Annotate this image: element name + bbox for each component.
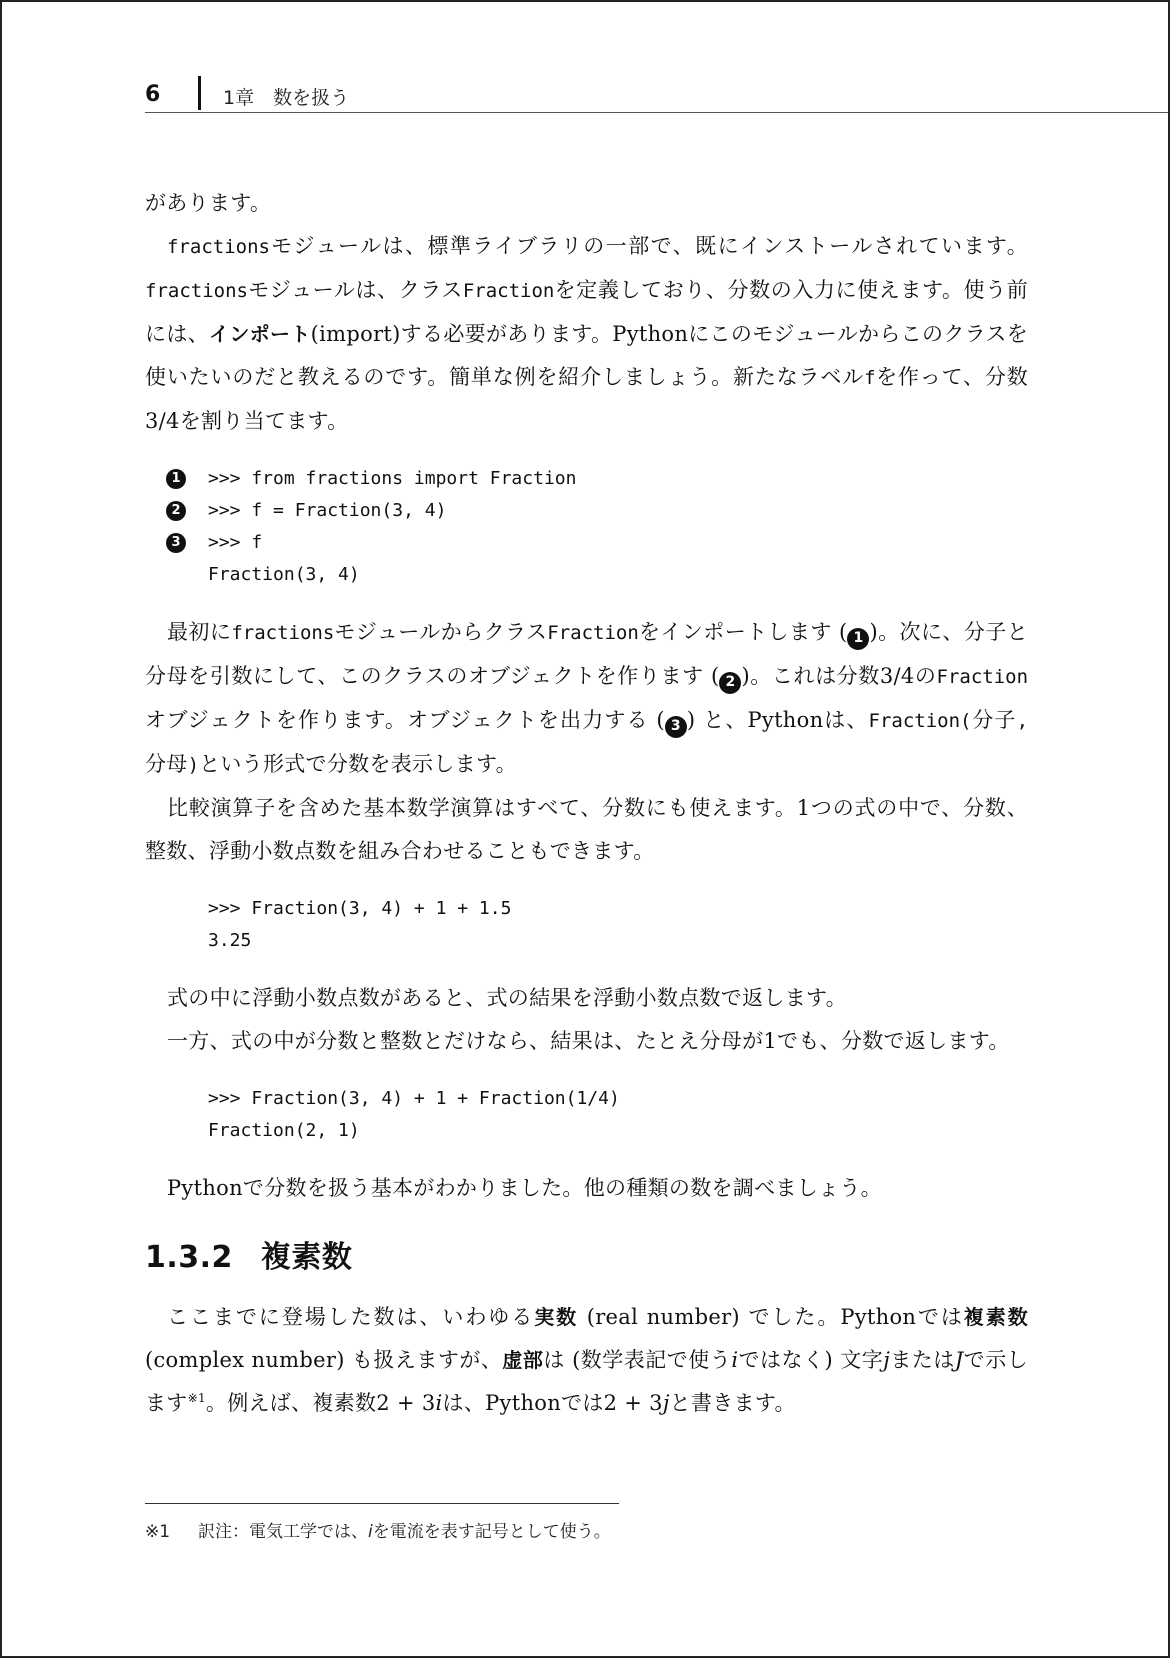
callout-marker-2: 2	[719, 672, 741, 694]
bold-term: 複素数	[963, 1305, 1028, 1329]
code-line	[145, 893, 1028, 925]
code-text: >>> f = Fraction(3, 4)	[208, 500, 447, 521]
code-text: >>> f	[208, 532, 263, 553]
code-line	[145, 559, 1028, 591]
inline-code: fractions	[145, 280, 248, 302]
inline-code: )	[187, 754, 200, 776]
text-run: 訳注：電気工学では、	[198, 1522, 368, 1542]
callout-marker-3: 3	[665, 716, 687, 738]
text-run: (import)する必要があります。Pythonにこのモジュールからこのクラスを使いたいのだと教えるのです。簡単な例を紹介しましょう。新たなラベル	[145, 322, 1029, 389]
text-run: )。これは分数3/4の	[741, 664, 937, 688]
text-run: を定義しており、分数の入力に使えます。使う前には、	[145, 278, 1028, 346]
page-number: 6	[145, 82, 161, 107]
section-number: 1.3.2	[145, 1240, 233, 1275]
text-run: という形式で分数を表示します。	[199, 752, 517, 776]
footnote-label: ※1	[145, 1522, 171, 1542]
inline-code: Fraction	[547, 622, 639, 644]
text-run: を作って、分数3/4を割り当てます。	[145, 365, 1028, 433]
text-run: )。次に、分子と分母を引数にして、このクラスのオブジェクトを作ります (	[145, 620, 1029, 688]
paragraph-8	[145, 1296, 1028, 1425]
inline-code: Fraction	[462, 280, 555, 302]
text-run: ) と、Pythonは、	[686, 708, 869, 732]
text-run: モジュールからクラス	[334, 620, 548, 644]
code-block-3	[145, 1083, 1028, 1147]
code-block-1	[145, 463, 1028, 591]
text-run: 分子	[971, 708, 1017, 732]
callout-marker-1: 1	[847, 628, 869, 650]
code-line	[145, 527, 1028, 559]
footnote	[145, 1517, 611, 1542]
code-line	[145, 1115, 1028, 1147]
code-line	[145, 463, 1028, 495]
text-run: と書きます。	[669, 1391, 796, 1415]
section-heading	[145, 1234, 1028, 1282]
text-run: オブジェクトを作ります。オブジェクトを出力する (	[145, 708, 665, 732]
math-symbol: j	[662, 1391, 670, 1415]
inline-code: ,	[1016, 710, 1029, 732]
text-run: ではなく) 文字	[738, 1348, 884, 1372]
section-title: 複素数	[260, 1240, 353, 1275]
inline-code: Fraction	[936, 666, 1029, 688]
text-run: モジュールは、クラス	[247, 278, 463, 302]
paragraph-4: 比較演算子を含めた基本数学演算はすべて、分数にも使えます。1つの式の中で、分数、整数、浮動小数点数を組み合わせることもできます。	[145, 796, 1028, 863]
callout-marker-3: 3	[166, 533, 186, 553]
code-output: Fraction(2, 1)	[208, 1120, 360, 1141]
paragraph-2	[145, 225, 1028, 443]
code-text: >>> Fraction(3, 4) + 1 + Fraction(1/4)	[208, 1088, 620, 1109]
text-run: をインポートします (	[638, 620, 848, 644]
header-divider	[198, 76, 201, 110]
paragraph-7: Pythonで分数を扱う基本がわかりました。他の種類の数を調べましょう。	[167, 1176, 882, 1200]
text-run: モジュールは、標準ライブラリの一部で、既にインストールされています。	[269, 234, 1028, 258]
inline-code: f	[864, 367, 876, 389]
text-run: は (数学表記で使う	[543, 1348, 732, 1372]
paragraph-3	[145, 611, 1028, 787]
text-run: または	[890, 1348, 955, 1372]
code-line	[145, 925, 1028, 957]
text-run: で示します	[145, 1348, 1028, 1415]
text-run: (complex number) も扱えますが、	[145, 1348, 503, 1372]
inline-code: fractions	[231, 622, 335, 644]
footnote-rule	[145, 1503, 619, 1504]
bold-term: インポート	[209, 322, 311, 346]
paragraph-6: 一方、式の中が分数と整数とだけなら、結果は、たとえ分母が1でも、分数で返します。	[167, 1029, 1010, 1053]
text-run: は、Pythonでは2 + 3	[442, 1391, 663, 1415]
math-symbol: j	[883, 1348, 891, 1372]
text-run: ここまでに登場した数は、いわゆる	[167, 1305, 535, 1329]
code-line	[145, 1083, 1028, 1115]
inline-code: fractions	[167, 236, 270, 258]
code-text: >>> Fraction(3, 4) + 1 + 1.5	[208, 898, 512, 919]
text-run: 最初に	[167, 620, 232, 644]
code-output: Fraction(3, 4)	[208, 564, 360, 585]
code-block-2	[145, 893, 1028, 957]
text-run: (real number) でした。Pythonでは	[578, 1305, 964, 1329]
math-symbol: i	[368, 1522, 373, 1542]
text-run: を電流を表す記号として使う。	[372, 1522, 611, 1542]
footnote-ref[interactable]: ※1	[187, 1391, 206, 1405]
callout-marker-1: 1	[166, 469, 186, 489]
math-symbol: i	[731, 1348, 739, 1372]
math-symbol: J	[954, 1348, 964, 1372]
callout-marker-2: 2	[166, 501, 186, 521]
code-text: >>> from fractions import Fraction	[208, 468, 577, 489]
inline-code: Fraction(	[868, 710, 972, 732]
text-run: 分母	[145, 752, 188, 776]
chapter-title: 1章 数を扱う	[223, 87, 350, 109]
code-output: 3.25	[208, 930, 252, 951]
paragraph-1: があります。	[145, 191, 272, 215]
code-line	[145, 495, 1028, 527]
bold-term: 実数	[534, 1305, 579, 1329]
math-symbol: i	[435, 1391, 443, 1415]
bold-term: 虚部	[502, 1348, 544, 1372]
running-header	[145, 76, 1168, 113]
paragraph-5: 式の中に浮動小数点数があると、式の結果を浮動小数点数で返します。	[167, 986, 847, 1010]
text-run: 。例えば、複素数2 + 3	[205, 1391, 436, 1415]
body-text	[145, 182, 1028, 1425]
